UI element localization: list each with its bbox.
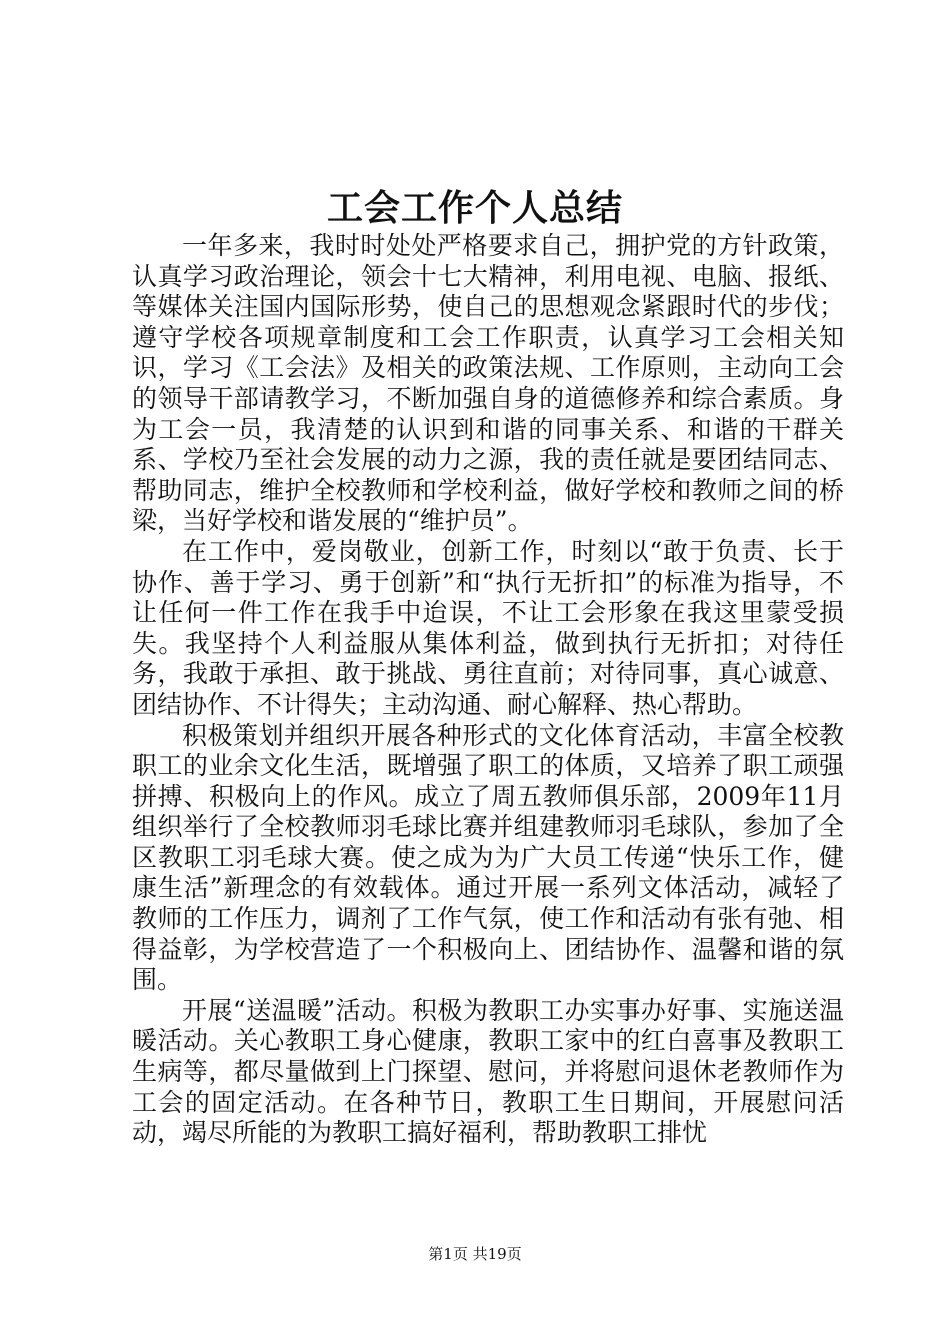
paragraph-3: 积极策划并组织开展各种形式的文化体育活动，丰富全校教职工的业余文化生活，既增强了职工的体质，又培养了职工顽强拼搏、积极向上的作风。成立了周五教师俱乐部，2009年11月组织举行了全校教师羽毛球比赛并组建教师羽毛球队，参加了全区教职工羽毛球大赛。使之成为为广大员工传递“快乐工作，健康生活”新理念的有效载体。通过开展一系列文体活动，减轻了教师的工作压力，调剂了工作气氛，使工作和活动有张有弛、相得益彰，为学校营造了一个积极向上、团结协作、温馨和谐的氛围。 — [132, 720, 844, 995]
document-title: 工会工作个人总结 — [326, 187, 623, 229]
paragraph-4: 开展“送温暖”活动。积极为教职工办实事办好事、实施送温暖活动。关心教职工身心健康，教职工家中的红白喜事及教职工生病等，都尽量做到上门探望、慰问，并将慰问退休老教师作为工会的固定活动。在各种节日，教职工生日期间，开展慰问活动，竭尽所能的为教职工搞好福利，帮助教职工排忧 — [132, 995, 844, 1148]
paragraph-1: 一年多来，我时时处处严格要求自己，拥护党的方针政策，认真学习政治理论，领会十七大精神，利用电视、电脑、报纸、等媒体关注国内国际形势，使自己的思想观念紧跟时代的步伐；遵守学校各项规章制度和工会工作职责，认真学习工会相关知识，学习《工会法》及相关的政策法规、工作原则，主动向工会的领导干部请教学习，不断加强自身的道德修养和综合素质。身为工会一员，我清楚的认识到和谐的同事关系、和谐的干群关系、学校乃至社会发展的动力之源，我的责任就是要团结同志、帮助同志，维护全校教师和学校利益，做好学校和教师之间的桥梁，当好学校和谐发展的“维护员”。 — [132, 231, 844, 536]
page-footer: 第1页 共19页 — [428, 1245, 522, 1263]
paragraph-2: 在工作中，爱岗敬业，创新工作，时刻以“敢于负责、长于协作、善于学习、勇于创新”和“执行无折扣”的标准为指导，不让任何一件工作在我手中迨误，不让工会形象在我这里蒙受损失。我坚持个人利益服从集体利益，做到执行无折扣；对待任务，我敢于承担、敢于挑战、勇往直前；对待同事，真心诚意、团结协作、不计得失；主动沟通、耐心解释、热心帮助。 — [132, 536, 844, 719]
document-body — [132, 231, 844, 1149]
